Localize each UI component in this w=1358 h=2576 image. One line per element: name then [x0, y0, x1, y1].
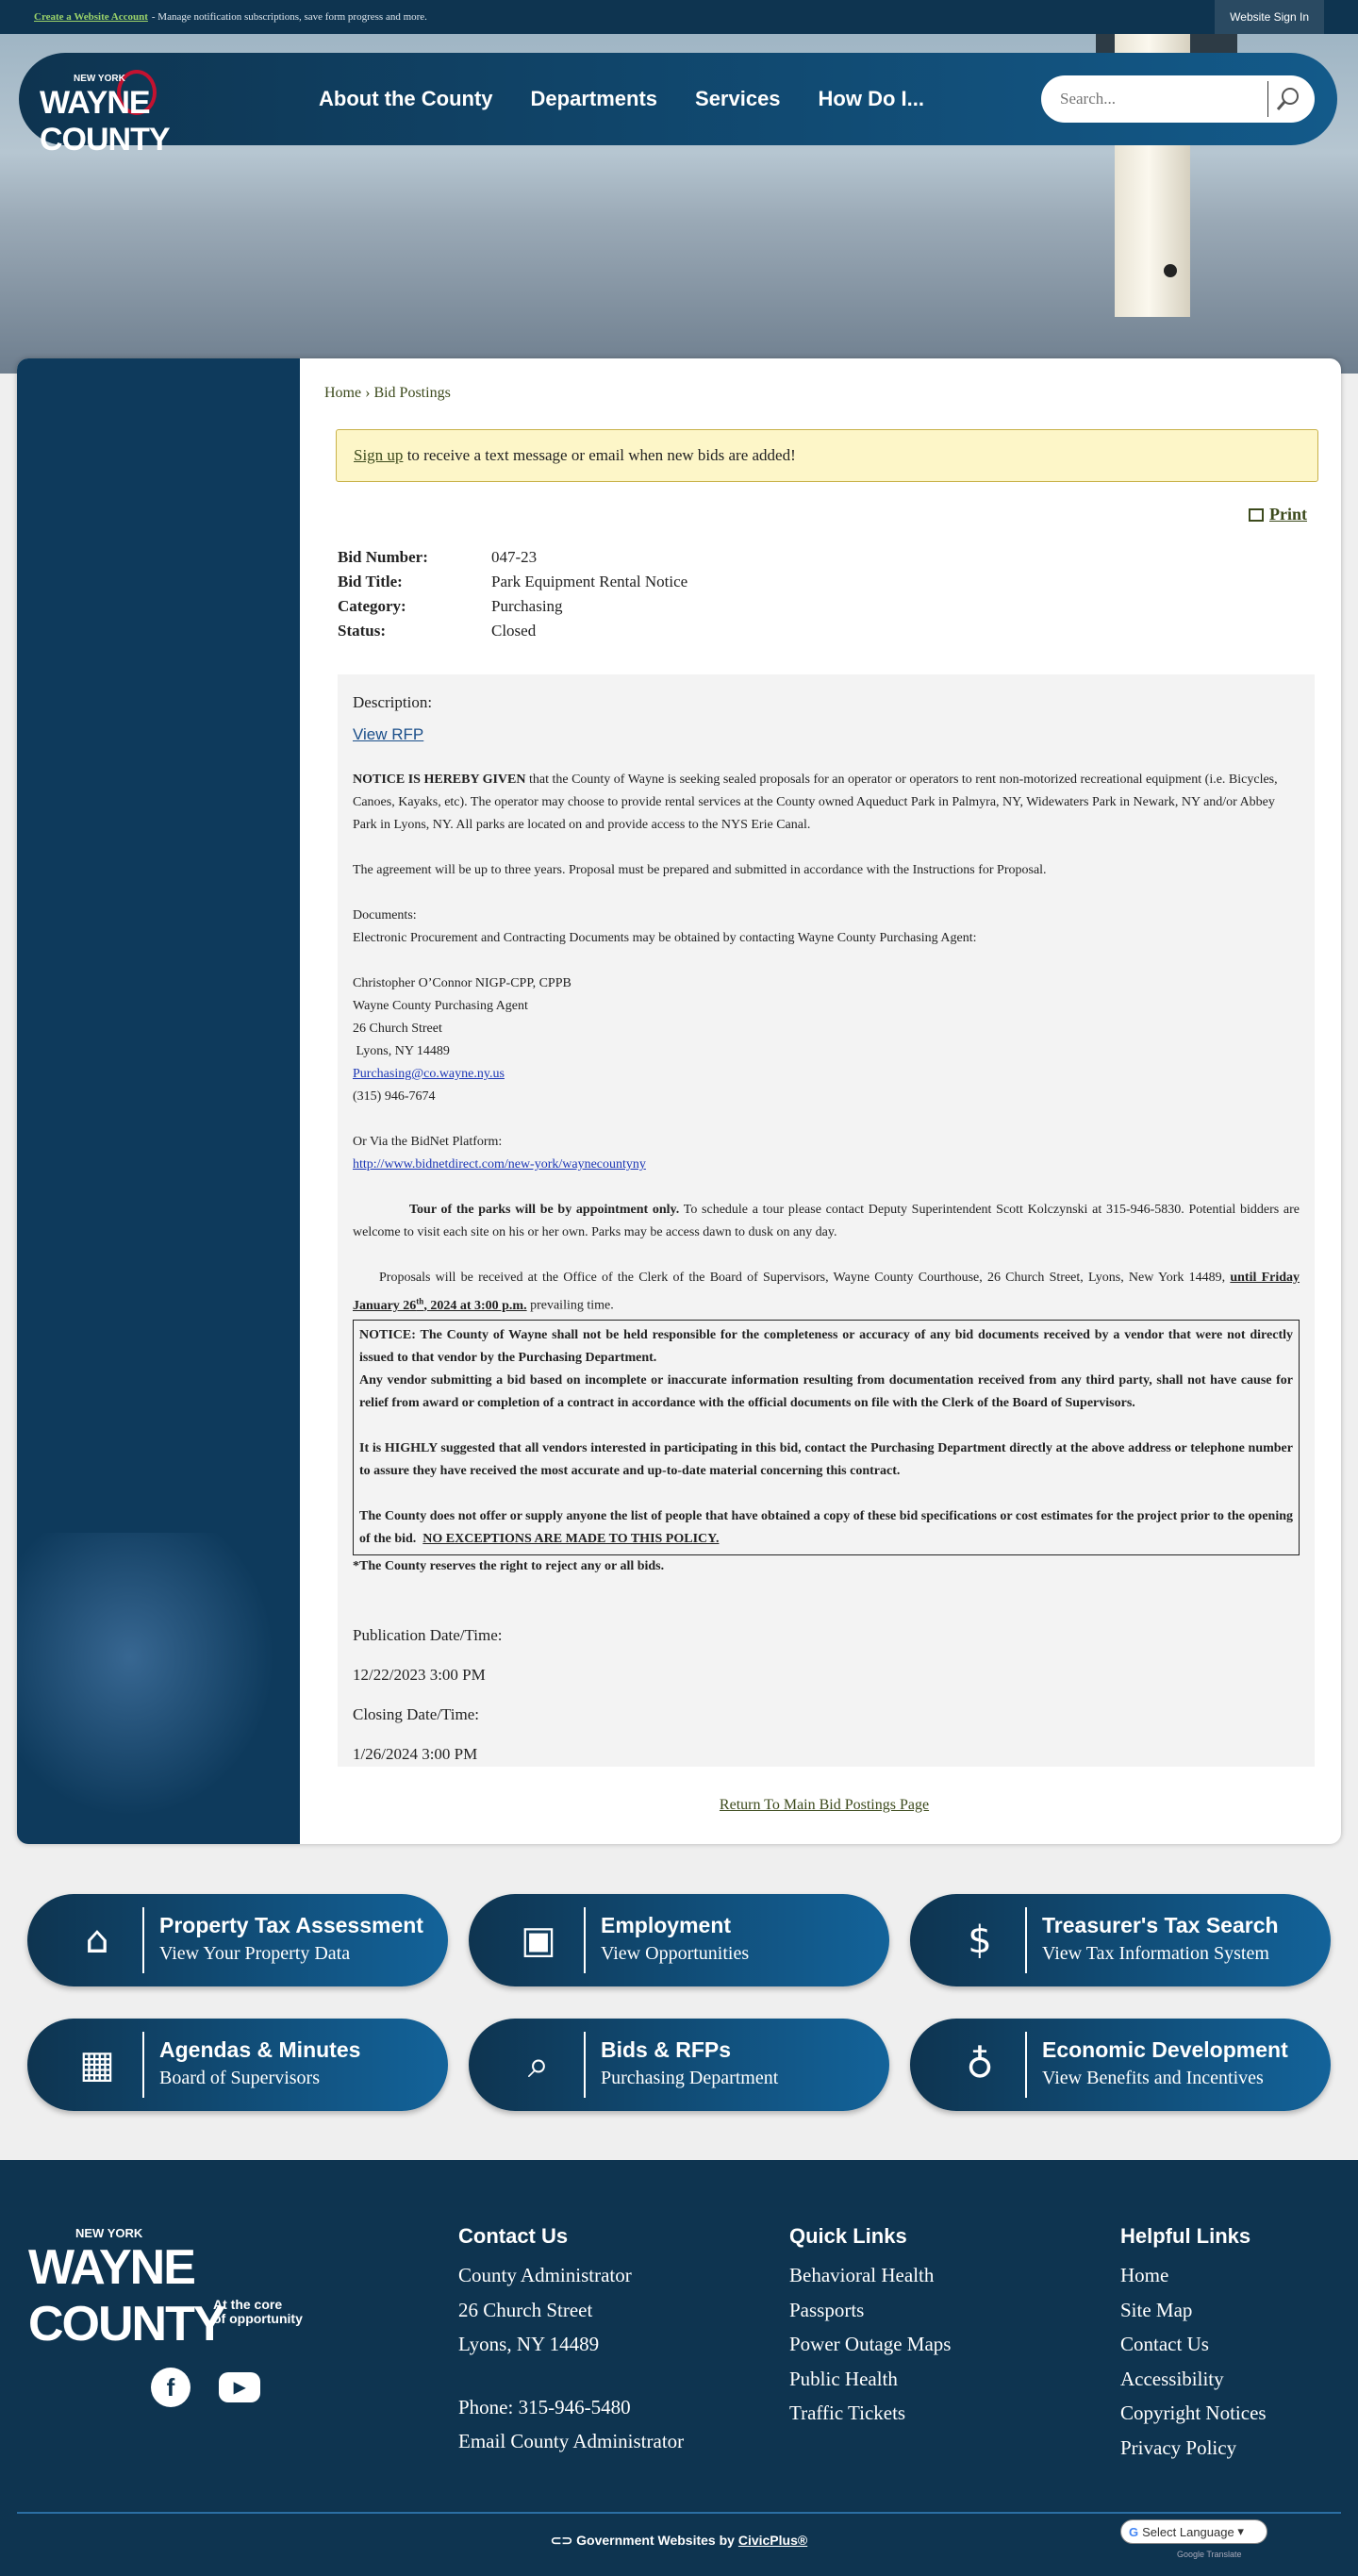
nav-departments[interactable]: Departments — [530, 87, 658, 110]
quick-link-title: Bids & RFPs — [601, 2037, 732, 2062]
footer-quick-links — [789, 2222, 951, 2431]
bid-dates — [353, 1616, 1300, 1774]
breadcrumb-separator: › — [365, 385, 371, 401]
footer-helpful-link[interactable]: Site Map — [1120, 2298, 1193, 2321]
notice-box-2: Any vendor submitting a bid based on incomplete or inaccurate information resulting from documentation received from any third party, shall not have cause for relief from award or completion of a contract in accordance with the official documents on file with the Clerk of the Board of Supervisors. — [359, 1372, 1293, 1410]
quick-link-subtitle: Purchasing Department — [601, 2068, 779, 2088]
signup-alert — [336, 429, 1318, 482]
documents-label: Documents: — [353, 908, 417, 922]
breadcrumb — [324, 385, 451, 402]
website-sign-in-button[interactable]: Website Sign In — [1215, 0, 1324, 34]
contact-phone: (315) 946-7674 — [353, 1089, 436, 1104]
youtube-icon[interactable]: ▶ — [219, 2372, 260, 2402]
printer-icon — [1249, 508, 1264, 522]
breadcrumb-bid-postings[interactable]: Bid Postings — [373, 385, 451, 401]
contact-street: 26 Church Street — [353, 1022, 442, 1036]
notice-paragraph — [353, 769, 1300, 837]
create-account-link[interactable]: Create a Website Account — [34, 11, 148, 23]
left-sidebar — [17, 358, 300, 1844]
content-card — [17, 358, 1341, 1844]
quick-links-section — [0, 1886, 1358, 2160]
bidnet-link[interactable]: http://www.bidnetdirect.com/new-york/waynecountyny — [353, 1157, 646, 1172]
footer-helpful-link[interactable]: Home — [1120, 2264, 1169, 2286]
bid-number-value: 047-23 — [491, 548, 538, 566]
bidnet-label: Or Via the BidNet Platform: — [353, 1135, 503, 1149]
print-button[interactable] — [1249, 505, 1307, 524]
footer-quick-link[interactable]: Passports — [789, 2298, 865, 2321]
bid-details — [338, 545, 687, 643]
search-input[interactable] — [1060, 90, 1267, 108]
house-dollar-icon: ⌂ — [85, 1919, 109, 1962]
print-label: Print — [1269, 505, 1307, 524]
bid-status-label: Status: — [338, 622, 387, 640]
notice-lead: NOTICE IS HEREBY GIVEN — [353, 773, 526, 787]
notice-box-3: It is HIGHLY suggested that all vendors interested in participating in this bid, contact the Purchasing Department directly at the above address or telephone number to assure they have received the most accurate and up-to-date material concerning this contract. — [359, 1440, 1293, 1478]
facebook-icon[interactable]: f — [151, 2368, 190, 2407]
description-panel — [338, 674, 1315, 1767]
clipboard-search-icon: ⌕ — [527, 2043, 550, 2086]
description-label: Description: — [353, 693, 433, 711]
civicplus-link[interactable]: CivicPlus® — [737, 2533, 808, 2548]
civicplus-text: Government Websites by — [576, 2533, 735, 2548]
footer-logo[interactable] — [28, 2226, 396, 2352]
footer-contact-line: County Administrator — [458, 2264, 632, 2286]
footer-helpful-link[interactable]: Copyright Notices — [1120, 2401, 1267, 2424]
logo-name: WAYNE COUNTY — [40, 85, 170, 158]
proposals-tail: prevailing time. — [530, 1298, 614, 1313]
footer-contact-title: Contact Us — [458, 2224, 569, 2248]
vendor-notice-box — [353, 1320, 1300, 1555]
no-exceptions-text: NO EXCEPTIONS ARE MADE TO THIS POLICY. — [422, 1531, 720, 1546]
view-rfp-link[interactable]: View RFP — [353, 725, 424, 743]
quick-link-bids-rfps[interactable] — [469, 2019, 889, 2111]
bid-category-value: Purchasing — [491, 597, 563, 615]
nav-about-county[interactable]: About the County — [319, 87, 493, 110]
bid-category-label: Category: — [338, 597, 406, 615]
quick-link-title: Treasurer's Tax Search — [1042, 1913, 1279, 1937]
bid-title-value: Park Equipment Rental Notice — [491, 573, 688, 590]
quick-link-subtitle: View Tax Information System — [1042, 1943, 1269, 1964]
contact-name: Christopher O’Connor NIGP-CPP, CPPB — [353, 976, 571, 990]
contact-city: Lyons, NY 14489 — [353, 1044, 450, 1058]
site-footer — [0, 2160, 1358, 2576]
notice-text: that the County of Wayne is seeking sealed proposals for an operator or operators to rent non-motorized recreational equipment (i.e. Bicycles, Canoes, Kayaks, etc). The operator may choose to provide rental services at the County owned Aqueduct Park in Palmyra, NY, Widewaters Park in Newark, NY and/or Abbey Park in Lyons, NY. All parks are located on and provide access to the NYS Erie Canal. — [353, 773, 1278, 832]
footer-email-link[interactable]: Email County Administrator — [458, 2430, 685, 2452]
money-bag-icon: ♁ — [966, 2043, 994, 2086]
closing-date-value: 1/26/2024 3:00 PM — [353, 1744, 478, 1763]
signup-alert-text: to receive a text message or email when new bids are added! — [406, 446, 796, 464]
proposals-text: Proposals will be received at the Office of the Clerk of the Board of Supervisors, Wayne County Courthouse, 26 Church Street, Lyons, New York 14489, — [379, 1271, 1226, 1285]
tour-text: To schedule a tour please contact Deputy Superintendent Scott Kolczynski at 315-946-5830. Potential bidders are welcome to visit each site on his or her own. Parks may be access dawn to dusk on any day. — [353, 1203, 1300, 1239]
footer-phone: Phone: 315-946-5480 — [458, 2395, 631, 2418]
search-icon — [1274, 85, 1302, 113]
quick-link-subtitle: View Benefits and Incentives — [1042, 2068, 1264, 2088]
proposals-deadline: until Friday January 26th, 2024 at 3:00 p.m. — [353, 1271, 1300, 1313]
notice-box-4: The County does not offer or supply anyone the list of people that have obtained a copy of these bid specifications or cost estimates for the project prior to the opening of the bid. NO EXCEPTIONS ARE MADE TO THIS POLICY. — [359, 1508, 1293, 1546]
footer-divider — [17, 2512, 1341, 2514]
bid-status-value: Closed — [491, 622, 537, 640]
social-links — [151, 2368, 260, 2407]
quick-link-subtitle: View Opportunities — [601, 1943, 750, 1964]
civicplus-logo-icon: ⊂⊃ — [550, 2533, 573, 2548]
footer-quick-link[interactable]: Behavioral Health — [789, 2264, 935, 2286]
footer-logo-name: WAYNE COUNTY — [28, 2240, 224, 2352]
footer-helpful-link[interactable]: Contact Us — [1120, 2333, 1209, 2355]
google-translate-credit: Google Translate — [1177, 2550, 1242, 2559]
contact-title: Wayne County Purchasing Agent — [353, 999, 528, 1013]
quick-link-employment[interactable] — [469, 1894, 889, 1986]
hand-coin-icon: $ — [968, 1919, 992, 1962]
footer-quick-title: Quick Links — [789, 2224, 907, 2248]
quick-link-title: Employment — [601, 1913, 732, 1937]
signup-link[interactable]: Sign up — [354, 446, 404, 464]
footer-helpful-title: Helpful Links — [1120, 2224, 1251, 2248]
footer-quick-link[interactable]: Power Outage Maps — [789, 2333, 952, 2355]
quick-link-economic-development[interactable] — [910, 2019, 1331, 2111]
return-to-bid-postings-link[interactable]: Return To Main Bid Postings Page — [719, 1797, 930, 1813]
google-g-icon: G — [1129, 2524, 1139, 2539]
footer-logo-state: NEW YORK — [75, 2226, 143, 2240]
breadcrumb-home[interactable]: Home — [324, 385, 362, 401]
quick-link-title: Agendas & Minutes — [159, 2037, 361, 2062]
footer-contact — [458, 2222, 684, 2459]
quick-link-subtitle: Board of Supervisors — [159, 2068, 320, 2088]
tour-lead: Tour of the parks will be by appointment only. — [409, 1203, 680, 1217]
publication-date-label: Publication Date/Time: — [353, 1625, 503, 1644]
search-button[interactable] — [1267, 81, 1307, 117]
quick-link-title: Property Tax Assessment — [159, 1913, 423, 1937]
footer-helpful-link[interactable]: Privacy Policy — [1120, 2435, 1237, 2459]
return-link-wrap — [324, 1797, 1324, 1814]
main-nav — [19, 53, 1337, 158]
agreement-text: The agreement will be up to three years. Proposal must be prepared and submitted in accordance with the Instructions for Proposal. — [353, 863, 1047, 877]
bid-number-label: Bid Number: — [338, 548, 428, 566]
footer-contact-line: Lyons, NY 14489 — [458, 2333, 600, 2355]
tree-illustration — [17, 1533, 300, 1844]
search-box — [1041, 75, 1315, 123]
closing-date-label: Closing Date/Time: — [353, 1704, 479, 1723]
reserve-rights-text: *The County reserves the right to reject any or all bids. — [353, 1558, 665, 1573]
purchasing-email-link[interactable]: Purchasing@co.wayne.ny.us — [353, 1067, 505, 1081]
briefcase-icon: ▣ — [521, 1919, 556, 1962]
footer-helpful-link[interactable]: Accessibility — [1120, 2367, 1224, 2390]
logo-state: NEW YORK — [74, 74, 125, 84]
top-bar — [0, 0, 1358, 34]
language-select-label: Select Language — [1142, 2524, 1234, 2539]
footer-logo-tagline: At the core of opportunity — [213, 2297, 303, 2326]
documents-text: Electronic Procurement and Contracting Documents may be obtained by contacting Wayne County Purchasing Agent: — [353, 931, 977, 945]
notice-box-1: NOTICE: The County of Wayne shall not be held responsible for the completeness or accuracy of any bid documents received by a vendor that were not directly issued to that vendor by the Purchasing Department. — [359, 1327, 1293, 1365]
create-account-text: - Manage notification subscriptions, save form progress and more. — [151, 11, 427, 23]
quick-link-agendas[interactable] — [27, 2019, 448, 2111]
nav-how-do-i[interactable]: How Do I... — [818, 87, 924, 110]
site-logo[interactable] — [40, 72, 257, 158]
footer-contact-line: 26 Church Street — [458, 2298, 593, 2321]
footer-quick-link[interactable]: Traffic Tickets — [789, 2401, 906, 2424]
nav-menu — [300, 53, 943, 145]
quick-link-treasurer-tax[interactable] — [910, 1894, 1331, 1986]
quick-link-property-tax[interactable] — [27, 1894, 448, 1986]
publication-date-value: 12/22/2023 3:00 PM — [353, 1665, 486, 1684]
footer-quick-link[interactable]: Public Health — [789, 2367, 898, 2390]
tour-paragraph — [353, 1199, 1300, 1244]
footer-helpful-links — [1120, 2222, 1267, 2465]
quick-link-subtitle: View Your Property Data — [159, 1943, 351, 1964]
bid-title-label: Bid Title: — [338, 573, 403, 590]
calendar-icon: ▦ — [79, 2043, 115, 2086]
nav-services[interactable]: Services — [695, 87, 781, 110]
language-select[interactable]: G Select Language ▾ — [1120, 2519, 1267, 2544]
quick-link-title: Economic Development — [1042, 2037, 1288, 2062]
proposals-paragraph — [353, 1267, 1300, 1318]
